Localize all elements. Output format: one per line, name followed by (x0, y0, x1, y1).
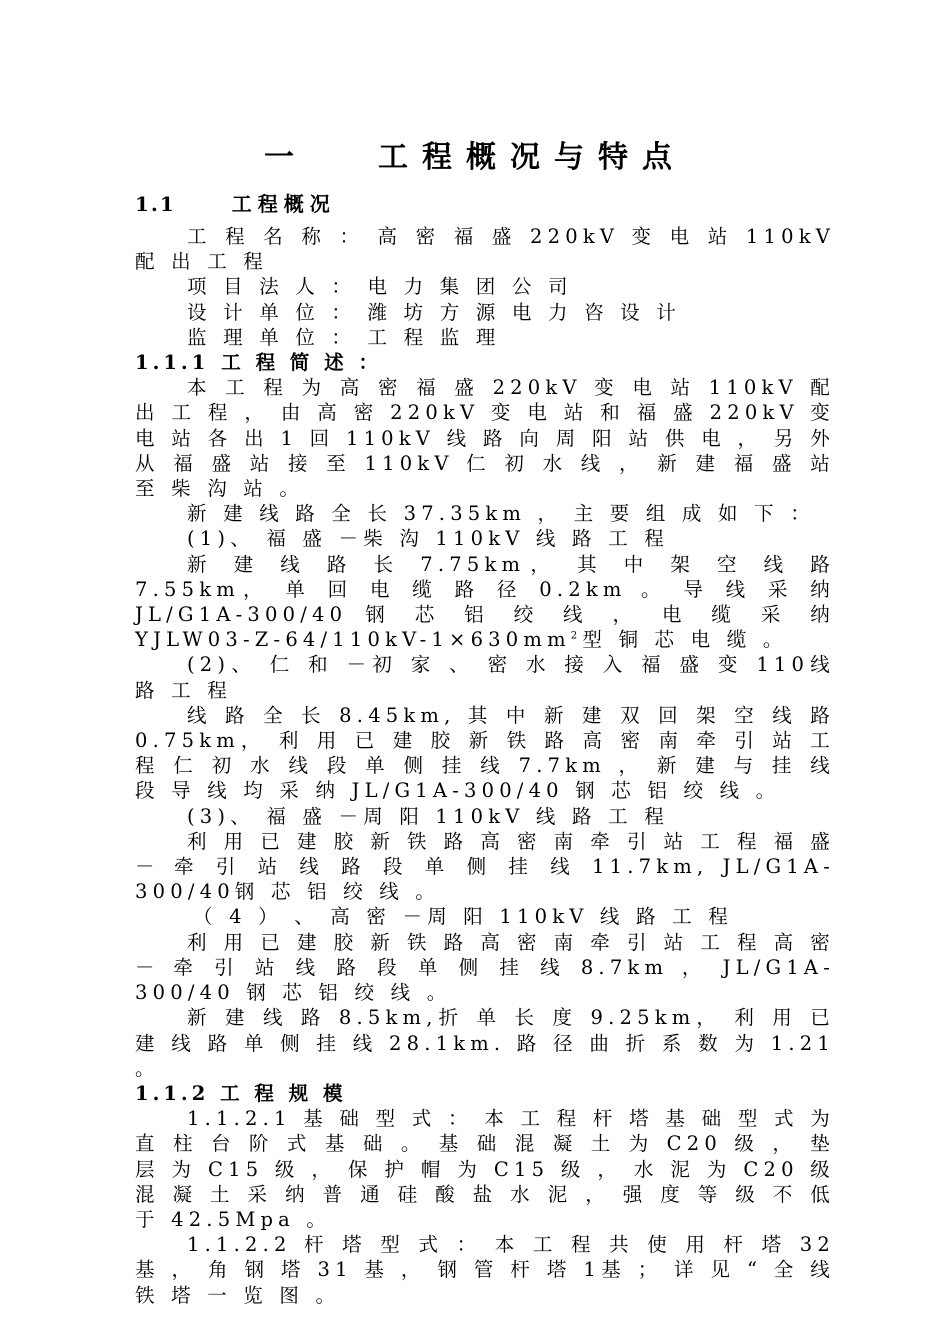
item-3-body: 利 用 已 建 胶 新 铁 路 高 密 南 牵 引 站 工 程 福 盛 － 牵 引 站 线 路 段 单 侧 挂 线 11.7km, JL/G1A-300/40钢 芯 铝 绞 线 。 (135, 829, 835, 904)
supervision-unit-line: 监 理 单 位 ： 工 程 监 理 (187, 325, 501, 349)
project-name-line: 工 程 名 称 ： 高 密 福 盛 220kV 变 电 站 110kV 配 出 工 程 (135, 225, 835, 274)
section-title: 工程概况 (231, 192, 336, 216)
item-2-body: 线 路 全 长 8.45km, 其 中 新 建 双 回 架 空 线 路 0.75km， 利 用 已 建 胶 新 铁 路 高 密 南 牵 引 站 工 程 仁 初 水 线 段 单 侧 挂 线 7.7km ， 新 建 与 挂 线 段 导 线 均 采 纳 JL/G1A-300/40 钢 芯 铝 绞 线 。 (135, 703, 835, 803)
subsection-heading-1-1-2 (135, 1081, 835, 1106)
chapter-title-text: 工程概况与特点 (378, 140, 686, 175)
legal-person-line: 项 目 法 人 ： 电 力 集 团 公 司 (187, 275, 573, 299)
chapter-number: 一 (264, 140, 308, 175)
item-1-title: (1)、 福 盛 －柴 沟 110kV 线 路 工 程 (187, 527, 669, 551)
foundation-paragraph: 1.1.2.1 基 础 型 式 ： 本 工 程 杆 塔 基 础 型 式 为 直 柱 台 阶 式 基 础 。 基 础 混 凝 土 为 C20 级 ， 垫 层 为 C15 级 ， 保 护 帽 为 C15 级 ， 水 泥 为 C20 级 混 凝 土 采 纳 普 通 硅 酸 盐 水 泥 ， 强 度 等 级 不 低 于 42.5Mpa 。 (135, 1107, 835, 1231)
item-1-body-tail: 型 铜 芯 电 缆 。 (582, 628, 788, 652)
item-1-body (135, 552, 835, 653)
chapter-title (0, 132, 950, 176)
design-unit-line: 设 计 单 位 ： 潍 坊 方 源 电 力 咨 设 计 (187, 300, 681, 324)
subsection-number: 1.1.1 (135, 351, 210, 375)
subsection-title: 工 程 简 述 ： (221, 351, 382, 375)
total-length-paragraph: 新 建 线 路 全 长 37.35km ， 主 要 组 成 如 下 ： (187, 502, 815, 526)
summary-paragraph: 新 建 线 路 8.5km,折 单 长 度 9.25km， 利 用 已 建 线 路 单 侧 挂 线 28.1km. 路 径 曲 折 系 数 为 1.21 。 (135, 1006, 835, 1080)
section-heading-1-1 (135, 188, 336, 217)
document-body (135, 224, 835, 1308)
item-2-title: (2)、 仁 和 －初 家 、 密 水 接 入 福 盛 变 110线 路 工 程 (135, 653, 835, 702)
item-4-body: 利 用 已 建 胶 新 铁 路 高 密 南 牵 引 站 工 程 高 密 － 牵 引 站 线 路 段 单 侧 挂 线 8.7km ， JL/G1A-300/40 钢 芯 铝 绞 线 。 (135, 930, 835, 1005)
item-3-title: (3)、 福 盛 －周 阳 110kV 线 路 工 程 (187, 804, 669, 828)
subsection-title: 工 程 规 模 (220, 1081, 347, 1105)
item-1-body-text: 新 建 线 路 长 7.75km， 其 中 架 空 线 路 7.55km， 单 回 电 缆 路 径 0.2km 。 导 线 采 纳 JL/G1A-300/40 钢 芯 铝 绞 线 ， 电 缆 采 纳 YJLW03-Z-64/110kV-1×630mm (135, 552, 835, 652)
section-number: 1.1 (135, 192, 176, 216)
subsection-number: 1.1.2 (135, 1081, 210, 1105)
subsection-heading-1-1-1 (135, 350, 835, 375)
item-4-title: （ 4 ） 、 高 密 －周 阳 110kV 线 路 工 程 (193, 905, 733, 929)
tower-paragraph: 1.1.2.2 杆 塔 型 式 ： 本 工 程 共 使 用 杆 塔 32 基 ， 角 钢 塔 31 基 ， 钢 管 杆 塔 1基 ； 详 见 “ 全 线 铁 塔 一 览 图 。 (135, 1233, 835, 1307)
overview-paragraph: 本 工 程 为 高 密 福 盛 220kV 变 电 站 110kV 配 出 工 程 ， 由 高 密 220kV 变 电 站 和 福 盛 220kV 变 电 站 各 出 1 回 110kV 线 路 向 周 阳 站 供 电 ， 另 外 从 福 盛 站 接 至 110kV 仁 初 水 线 ， 新 建 福 盛 站 至 柴 沟 站 。 (135, 376, 835, 501)
superscript-squared: 2 (570, 630, 583, 642)
